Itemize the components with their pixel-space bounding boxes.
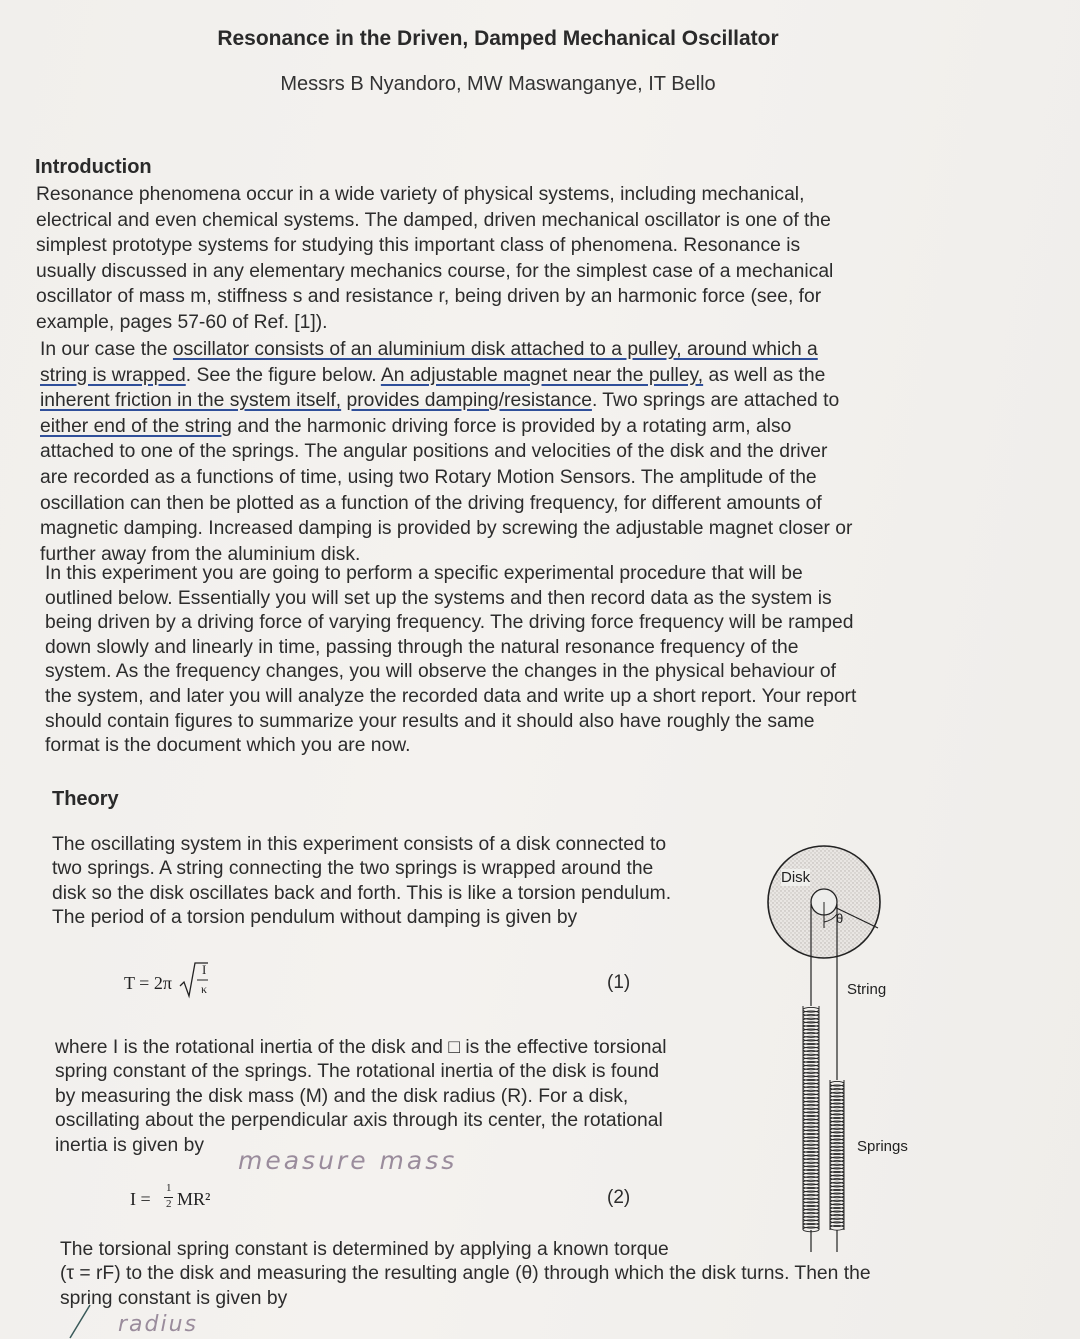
- springs-label: Springs: [857, 1138, 908, 1155]
- text-line: the system, and later you will analyze the recorded data and write up a short report. Your report: [45, 685, 857, 707]
- disk-label: Disk: [781, 869, 811, 886]
- equation-lhs: I =: [130, 1189, 151, 1209]
- text-line: should contain figures to summarize your results and it should also have roughly the same: [45, 710, 815, 732]
- intro-paragraph-1: [36, 182, 833, 336]
- equation-numerator: 1: [166, 1182, 172, 1194]
- pen-mark: [60, 1300, 120, 1339]
- theory-paragraph-2: [55, 1036, 666, 1158]
- text-line: The period of a torsion pendulum without damping is given by: [52, 907, 578, 929]
- handwritten-note: measure mass: [238, 1146, 458, 1175]
- text-line: [40, 363, 852, 389]
- text-line: (τ = rF) to the disk and measuring the resulting angle (θ) through which the disk turns. Then the: [60, 1263, 871, 1285]
- handwritten-radius-note: radius: [118, 1312, 199, 1337]
- text-segment: and the harmonic driving force is provided by a rotating arm, also: [231, 415, 792, 437]
- introduction-heading: Introduction: [35, 156, 152, 178]
- text-line: system. As the frequency changes, you will observe the changes in the physical behaviour of: [45, 661, 836, 683]
- text-line: [40, 337, 852, 363]
- left-spring: [803, 1006, 819, 1252]
- text-line: where I is the rotational inertia of the disk and □ is the effective torsional: [55, 1037, 667, 1058]
- text-line: electrical and even chemical systems. The damped, driven mechanical oscillator is one of the: [36, 209, 831, 231]
- text-line: Resonance phenomena occur in a wide variety of physical systems, including mechanical,: [36, 184, 805, 205]
- equation-denominator: 2: [166, 1198, 172, 1210]
- text-line: magnetic damping. Increased damping is provided by screwing the adjustable magnet closer or: [40, 518, 853, 540]
- text-line: attached to one of the springs. The angular positions and velocities of the disk and the driver: [40, 441, 828, 463]
- text-line: [40, 388, 852, 414]
- theory-heading: Theory: [52, 788, 119, 810]
- text-line: oscillation can then be plotted as a function of the driving frequency, for different amounts of: [40, 492, 822, 514]
- text-line: format is the document which you are now.: [45, 735, 411, 757]
- string-label: String: [847, 981, 887, 998]
- equation-rhs: MR²: [177, 1189, 211, 1209]
- underlined-text: either end of the string: [40, 415, 232, 437]
- underlined-text: string is wrapped: [40, 364, 186, 386]
- text-line: spring constant is given by: [60, 1287, 288, 1309]
- text-line: oscillating about the perpendicular axis through its center, the rotational: [55, 1110, 663, 1132]
- underlined-text: inherent friction in the system itself,: [40, 390, 342, 412]
- text-line: The torsional spring constant is determined by applying a known torque: [60, 1239, 669, 1260]
- text-line: spring constant of the springs. The rotational inertia of the disk is found: [55, 1061, 660, 1083]
- text-line: oscillator of mass m, stiffness s and resistance r, being driven by an harmonic force (see, for: [36, 286, 822, 308]
- underlined-text: oscillator consists of an aluminium disk attached to a pulley, around which a: [172, 339, 818, 360]
- text-segment: . Two springs are attached to: [591, 390, 840, 412]
- text-segment: as well as the: [703, 364, 826, 386]
- theory-paragraph-3: [60, 1238, 871, 1311]
- intro-paragraph-3: [45, 562, 856, 759]
- intro-paragraph-2: [40, 337, 852, 567]
- text-line: [40, 414, 852, 440]
- text-line: are recorded as a functions of time, using two Rotary Motion Sensors. The amplitude of the: [40, 466, 817, 488]
- text-line: example, pages 57-60 of Ref. [1]).: [36, 311, 328, 333]
- spring-coil: [830, 1225, 844, 1230]
- text-line: outlined below. Essentially you will set up the systems and then record data as the system is: [45, 587, 832, 609]
- text-line: being driven by a driving force of varying frequency. The driving force frequency will be ramped: [45, 612, 854, 634]
- theta-label: θ: [836, 911, 844, 926]
- oscillator-figure: [760, 838, 910, 1258]
- right-spring: [830, 1080, 844, 1252]
- equation-denominator: κ: [201, 982, 208, 996]
- underlined-text: provides damping/resistance: [346, 390, 592, 412]
- equation-1-number: (1): [607, 972, 631, 993]
- text-line: disk so the disk oscillates back and forth. This is like a torsion pendulum.: [52, 882, 672, 904]
- text-line: usually discussed in any elementary mechanics course, for the simplest case of a mechanical: [36, 260, 834, 282]
- equation-2-number: (2): [607, 1187, 631, 1208]
- text-segment: . See the figure below.: [185, 364, 381, 386]
- text-segment: In our case the: [40, 339, 173, 360]
- text-line: The oscillating system in this experiment consists of a disk connected to: [52, 834, 667, 855]
- text-line: In this experiment you are going to perform a specific experimental procedure that will be: [45, 563, 803, 584]
- document-title: Resonance in the Driven, Damped Mechanical Oscillator: [217, 27, 779, 50]
- document-authors: Messrs B Nyandoro, MW Maswanganye, IT Bello: [280, 73, 716, 95]
- text-line: inertia is given by: [55, 1134, 204, 1156]
- theory-paragraph-1: [52, 833, 671, 931]
- text-line: two springs. A string connecting the two springs is wrapped around the: [52, 858, 654, 880]
- text-line: down slowly and linearly in time, passing through the natural resonance frequency of the: [45, 636, 799, 658]
- text-line: further away from the aluminium disk.: [40, 543, 361, 565]
- equation-numerator: I: [202, 962, 207, 977]
- equation-lhs: T = 2π: [124, 973, 172, 993]
- text-line: simplest prototype systems for studying this important class of phenomena. Resonance is: [36, 235, 801, 257]
- underlined-text: An adjustable magnet near the pulley,: [380, 364, 704, 386]
- text-line: by measuring the disk mass (M) and the disk radius (R). For a disk,: [55, 1085, 629, 1107]
